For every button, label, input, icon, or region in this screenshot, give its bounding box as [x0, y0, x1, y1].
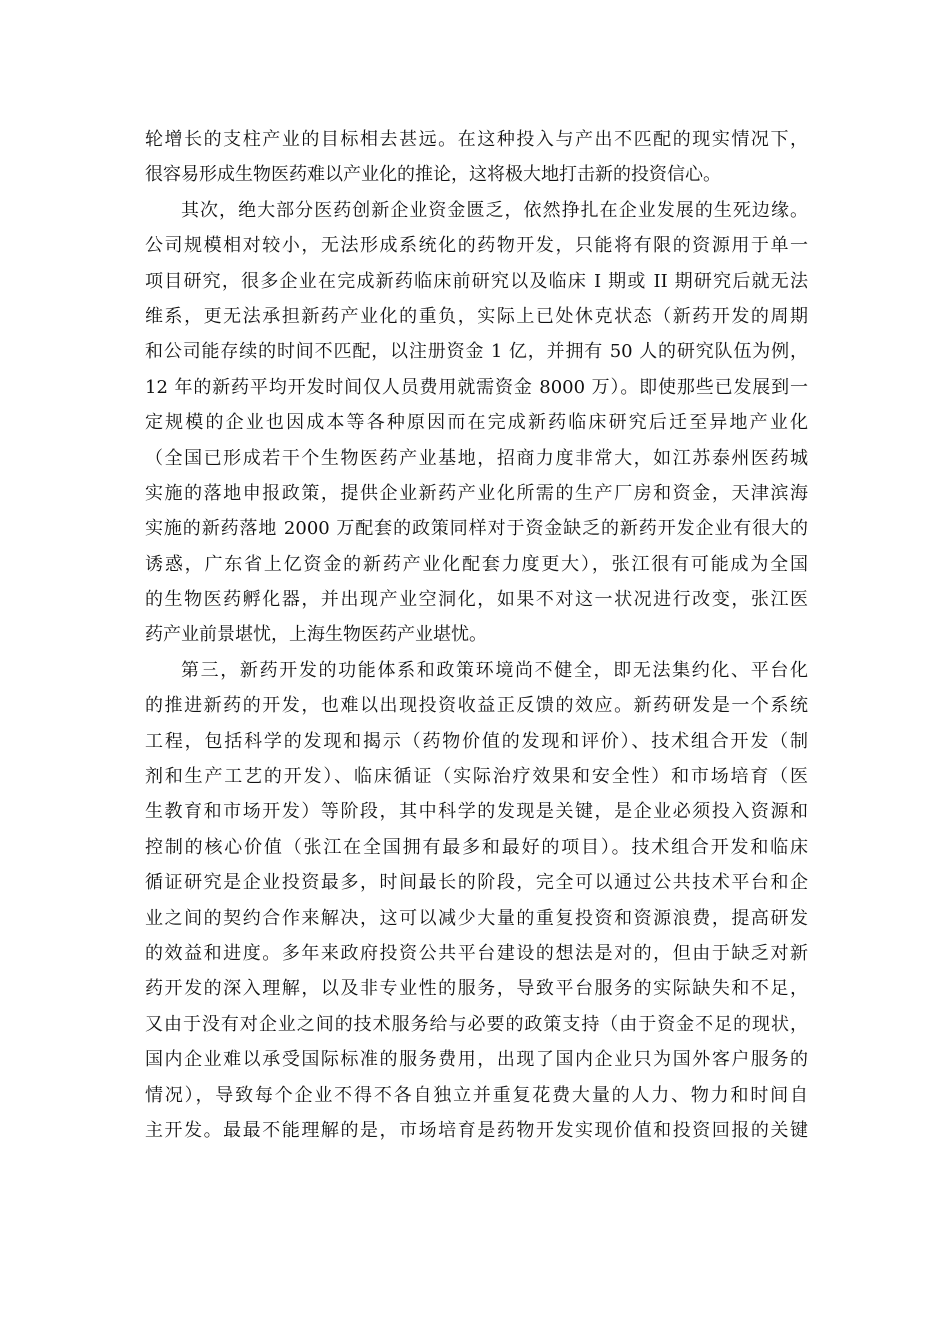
text-line: 药开发的深入理解，以及非专业性的服务，导致平台服务的实际缺失和不足，	[145, 978, 808, 1000]
text-line: 第三，新药开发的功能体系和政策环境尚不健全，即无法集约化、平台化	[181, 659, 808, 681]
text-line: 定规模的企业也因成本等各种原因而在完成新药临床研究后迁至异地产业化	[145, 412, 808, 434]
text-line: 12 年的新药平均开发时间仅人员费用就需资金 8000 万）。即使那些已发展到一	[145, 376, 808, 398]
text-line: 轮增长的支柱产业的目标相去甚远。在这种投入与产出不匹配的现实情况下，	[145, 129, 808, 150]
text-line: 生教育和市场开发）等阶段，其中科学的发现是关键，是企业必须投入资源和	[145, 801, 808, 823]
text-line: 维系，更无法承担新药产业化的重负，实际上已处休克状态（新药开发的周期	[145, 305, 808, 327]
text-line: 又由于没有对企业之间的技术服务给与必要的政策支持（由于资金不足的现状，	[145, 1013, 808, 1035]
document-body	[145, 122, 808, 1148]
text-line: 情况），导致每个企业不得不各自独立并重复花费大量的人力、物力和时间自	[145, 1084, 808, 1106]
text-line: 循证研究是企业投资最多，时间最长的阶段，完全可以通过公共技术平台和企	[145, 872, 808, 894]
text-line: 诱惑，广东省上亿资金的新药产业化配套力度更大），张江很有可能成为全国	[145, 553, 808, 575]
text-line: 剂和生产工艺的开发）、临床循证（实际治疗效果和安全性）和市场培育（医	[145, 766, 808, 788]
text-line: 公司规模相对较小，无法形成系统化的药物开发，只能将有限的资源用于单一	[145, 235, 808, 257]
text-line: 业之间的契约合作来解决，这可以减少大量的重复投资和资源浪费，提高研发	[145, 907, 808, 929]
text-line: 国内企业难以承受国际标准的服务费用，出现了国内企业只为国外客户服务的	[145, 1049, 808, 1071]
text-line: 其次，绝大部分医药创新企业资金匮乏，依然挣扎在企业发展的生死边缘。	[181, 199, 808, 221]
text-line: 很容易形成生物医药难以产业化的推论，这将极大地打击新的投资信心。	[145, 164, 721, 186]
text-line: 的生物医药孵化器，并出现产业空洞化，如果不对这一状况进行改变，张江医	[145, 589, 808, 611]
text-line: 工程，包括科学的发现和揭示（药物价值的发现和评价）、技术组合开发（制	[145, 730, 808, 752]
text-line: 的效益和进度。多年来政府投资公共平台建设的想法是对的，但由于缺乏对新	[145, 942, 808, 964]
text-line: 主开发。最最不能理解的是，市场培育是药物开发实现价值和投资回报的关键	[145, 1119, 808, 1141]
text-line: 实施的新药落地 2000 万配套的政策同样对于资金缺乏的新药开发企业有很大的	[145, 518, 808, 540]
text-line: 控制的核心价值（张江在全国拥有最多和最好的项目）。技术组合开发和临床	[145, 836, 808, 858]
text-line: 药产业前景堪忧，上海生物医药产业堪忧。	[145, 624, 487, 646]
text-line: （全国已形成若干个生物医药产业基地，招商力度非常大，如江苏泰州医药城	[145, 447, 808, 469]
text-line: 的推进新药的开发，也难以出现投资收益正反馈的效应。新药研发是一个系统	[145, 695, 808, 717]
text-line: 实施的落地申报政策，提供企业新药产业化所需的生产厂房和资金，天津滨海	[145, 482, 808, 504]
text-line: 和公司能存续的时间不匹配，以注册资金 1 亿，并拥有 50 人的研究队伍为例，	[145, 341, 808, 363]
text-line: 项目研究，很多企业在完成新药临床前研究以及临床 I 期或 II 期研究后就无法	[145, 270, 808, 292]
